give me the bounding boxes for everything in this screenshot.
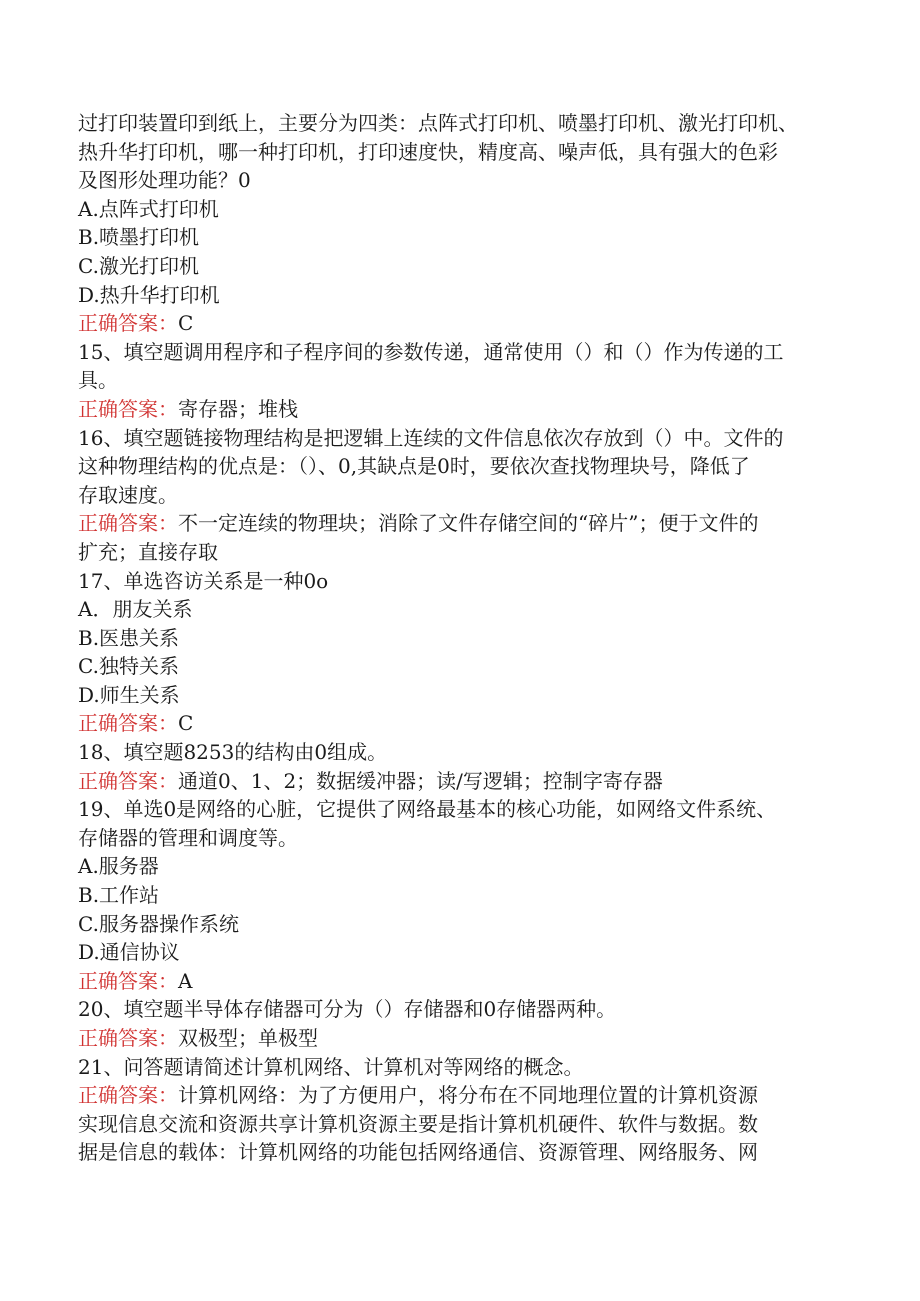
question-text-line: 19、单选0是网络的心脏，它提供了网络最基本的核心功能，如网络文件系统、 xyxy=(78,797,777,822)
option-c: C.服务器操作系统 xyxy=(78,911,239,936)
answer-line xyxy=(78,1024,858,1053)
answer-line xyxy=(78,509,858,538)
answer-value: A xyxy=(178,968,193,993)
answer-label: 正确答案： xyxy=(78,711,178,736)
question-text-line: 热升华打印机，哪一种打印机，打印速度快，精度高、噪声低，具有强大的色彩 xyxy=(78,139,778,164)
option-c: C.激光打印机 xyxy=(78,253,199,278)
option-a: A.服务器 xyxy=(78,854,159,879)
question-text-line: 21、问答题请简述计算机网络、计算机对等网络的概念。 xyxy=(78,1054,584,1079)
answer-line xyxy=(78,395,858,424)
question-text-line: 过打印装置印到纸上，主要分为四类：点阵式打印机、喷墨打印机、激光打印机、 xyxy=(78,111,798,135)
answer-value: 通道0、1、2；数据缓冲器；读/写逻辑；控制字寄存器 xyxy=(178,768,663,793)
question-17 xyxy=(78,567,858,739)
question-text-line: 20、填空题半导体存储器可分为（）存储器和0存储器两种。 xyxy=(78,997,617,1022)
answer-line xyxy=(78,309,858,338)
question-19 xyxy=(78,795,858,995)
question-text-line: 16、填空题链接物理结构是把逻辑上连续的文件信息依次存放到（）中。文件的 xyxy=(78,425,784,450)
option-d: D.通信协议 xyxy=(78,940,180,965)
question-14 xyxy=(78,109,858,338)
option-b: B.工作站 xyxy=(78,883,160,908)
answer-label: 正确答案： xyxy=(78,311,178,336)
question-text-line: 具。 xyxy=(78,368,118,393)
answer-label: 正确答案： xyxy=(78,1026,178,1050)
option-b: B.喷墨打印机 xyxy=(78,225,200,250)
answer-value: 不一定连续的物理块；消除了文件存储空间的“碎片”；便于文件的 xyxy=(178,511,759,536)
answer-continuation: 实现信息交流和资源共享计算机资源主要是指计算机机硬件、软件与数据。数 xyxy=(78,1111,758,1136)
option-d: D.热升华打印机 xyxy=(78,282,220,307)
answer-line xyxy=(78,1081,858,1110)
document-page xyxy=(78,109,858,1167)
answer-label: 正确答案： xyxy=(78,968,178,993)
option-d: D.师生关系 xyxy=(78,682,180,707)
question-15 xyxy=(78,338,858,424)
question-text-line: 15、填空题调用程序和子程序间的参数传递，通常使用（）和（）作为传递的工 xyxy=(78,339,784,364)
question-text-line: 17、单选咨访关系是一种0o xyxy=(78,568,329,593)
answer-continuation: 扩充；直接存取 xyxy=(78,539,218,564)
option-b: B.医患关系 xyxy=(78,625,180,650)
question-text-line: 存取速度。 xyxy=(78,482,178,507)
answer-label: 正确答案： xyxy=(78,511,178,536)
question-text-line: 存储器的管理和调度等。 xyxy=(78,825,298,850)
option-a: A.点阵式打印机 xyxy=(78,196,219,221)
option-a: A．朋友关系 xyxy=(78,597,193,622)
question-16 xyxy=(78,424,858,567)
answer-line xyxy=(78,967,858,996)
answer-line xyxy=(78,709,858,738)
answer-value: 双极型；单极型 xyxy=(178,1026,318,1050)
answer-value: C xyxy=(178,311,194,336)
option-c: C.独特关系 xyxy=(78,654,179,679)
answer-label: 正确答案： xyxy=(78,1083,178,1108)
answer-label: 正确答案： xyxy=(78,396,178,421)
answer-value: 寄存器；堆栈 xyxy=(178,396,298,421)
answer-value: C xyxy=(178,711,194,736)
answer-label: 正确答案： xyxy=(78,768,178,793)
question-18 xyxy=(78,738,858,795)
question-20 xyxy=(78,995,858,1052)
question-text-line: 及图形处理功能？0 xyxy=(78,168,251,193)
answer-value: 计算机网络：为了方便用户，将分布在不同地理位置的计算机资源 xyxy=(178,1083,758,1108)
answer-continuation: 据是信息的载体：计算机网络的功能包括网络通信、资源管理、网络服务、网 xyxy=(78,1140,758,1165)
answer-line xyxy=(78,767,858,796)
question-text-line: 18、填空题8253的结构由0组成。 xyxy=(78,740,388,765)
question-21 xyxy=(78,1053,858,1167)
question-text-line: 这种物理结构的优点是：（）、0,其缺点是0时，要依次查找物理块号，降低了 xyxy=(78,454,750,479)
